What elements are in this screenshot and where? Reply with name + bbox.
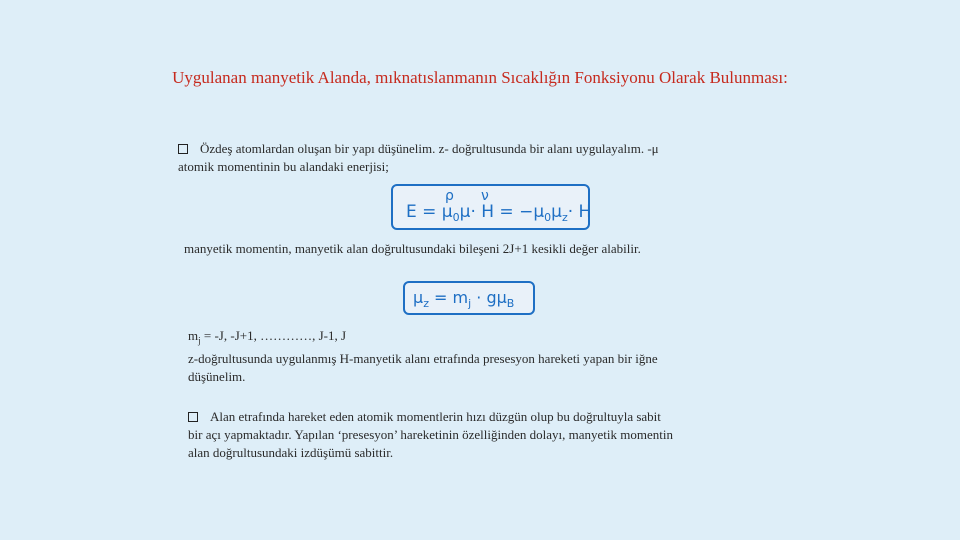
eq1-dot-h: · H = −μ [470, 202, 545, 222]
equation-energy [391, 184, 590, 230]
muz-formula [413, 288, 514, 310]
eq1-muz: μ [551, 202, 562, 222]
vector-arrow-nu: ν [481, 188, 489, 204]
checkbox-bullet-icon [178, 144, 188, 154]
intro-text-1: Özdeş atomlardan oluşan bir yapı düşünelim. z- doğrultusunda bir alanı uygulayalım. -μ [200, 141, 659, 156]
eq2-rest: · gμ [471, 288, 507, 307]
paragraph-mj [188, 327, 808, 386]
precession-line-1 [188, 408, 808, 426]
vector-arrow-rho: ρ [445, 188, 454, 204]
mj-sub: j [198, 335, 201, 346]
eq1-rhs: · H [567, 202, 592, 222]
paragraph-intro [178, 140, 798, 176]
mj-prefix: m [188, 328, 199, 343]
precession-text-2: bir açı yapmaktadır. Yapılan ‘presesyon’ hareketinin özelliğinden dolayı, manyetik momentin [188, 427, 673, 442]
mj-values-line [188, 327, 808, 350]
mj-text-3: düşünelim. [188, 368, 246, 384]
eq1-lhs: E = μ [406, 202, 453, 222]
eq1-mu: μ [459, 202, 471, 222]
eq2-eq: = m [428, 288, 469, 307]
mj-values: = -J, -J+1, …………, J-1, J [200, 328, 347, 343]
paragraph-precession [188, 408, 808, 462]
eq1-sub0: 0 [452, 211, 460, 224]
intro-line-1 [178, 140, 798, 158]
equation-mu-z [403, 281, 535, 315]
eq1-sub0b: 0 [544, 211, 552, 224]
checkbox-bullet-icon [188, 412, 198, 422]
paragraph-component: manyetik momentin, manyetik alan doğrultusundaki bileşeni 2J+1 kesikli değer alabilir. [184, 241, 641, 256]
energy-formula [406, 202, 591, 224]
eq2-subz: z [423, 297, 429, 310]
eq2-mu: μ [413, 288, 424, 307]
eq2-subj: j [468, 297, 472, 310]
intro-text-2: atomik momentinin bu alandaki enerjisi; [178, 159, 389, 174]
precession-text-1: Alan etrafında hareket eden atomik momentlerin hızı düzgün olup bu doğrultuyla sabit [210, 409, 661, 424]
eq1-subz: z [561, 211, 568, 224]
slide-title: Uygulanan manyetik Alanda, mıknatıslanmanın Sıcaklığın Fonksiyonu Olarak Bulunması: [172, 68, 788, 87]
eq2-subB: B [506, 297, 515, 310]
precession-text-3: alan doğrultusundaki izdüşümü sabittir. [188, 445, 394, 460]
mj-text-2: z-doğrultusunda uygulanmış H-manyetik alanı etrafında presesyon hareketi yapan bir iğne [188, 350, 658, 366]
